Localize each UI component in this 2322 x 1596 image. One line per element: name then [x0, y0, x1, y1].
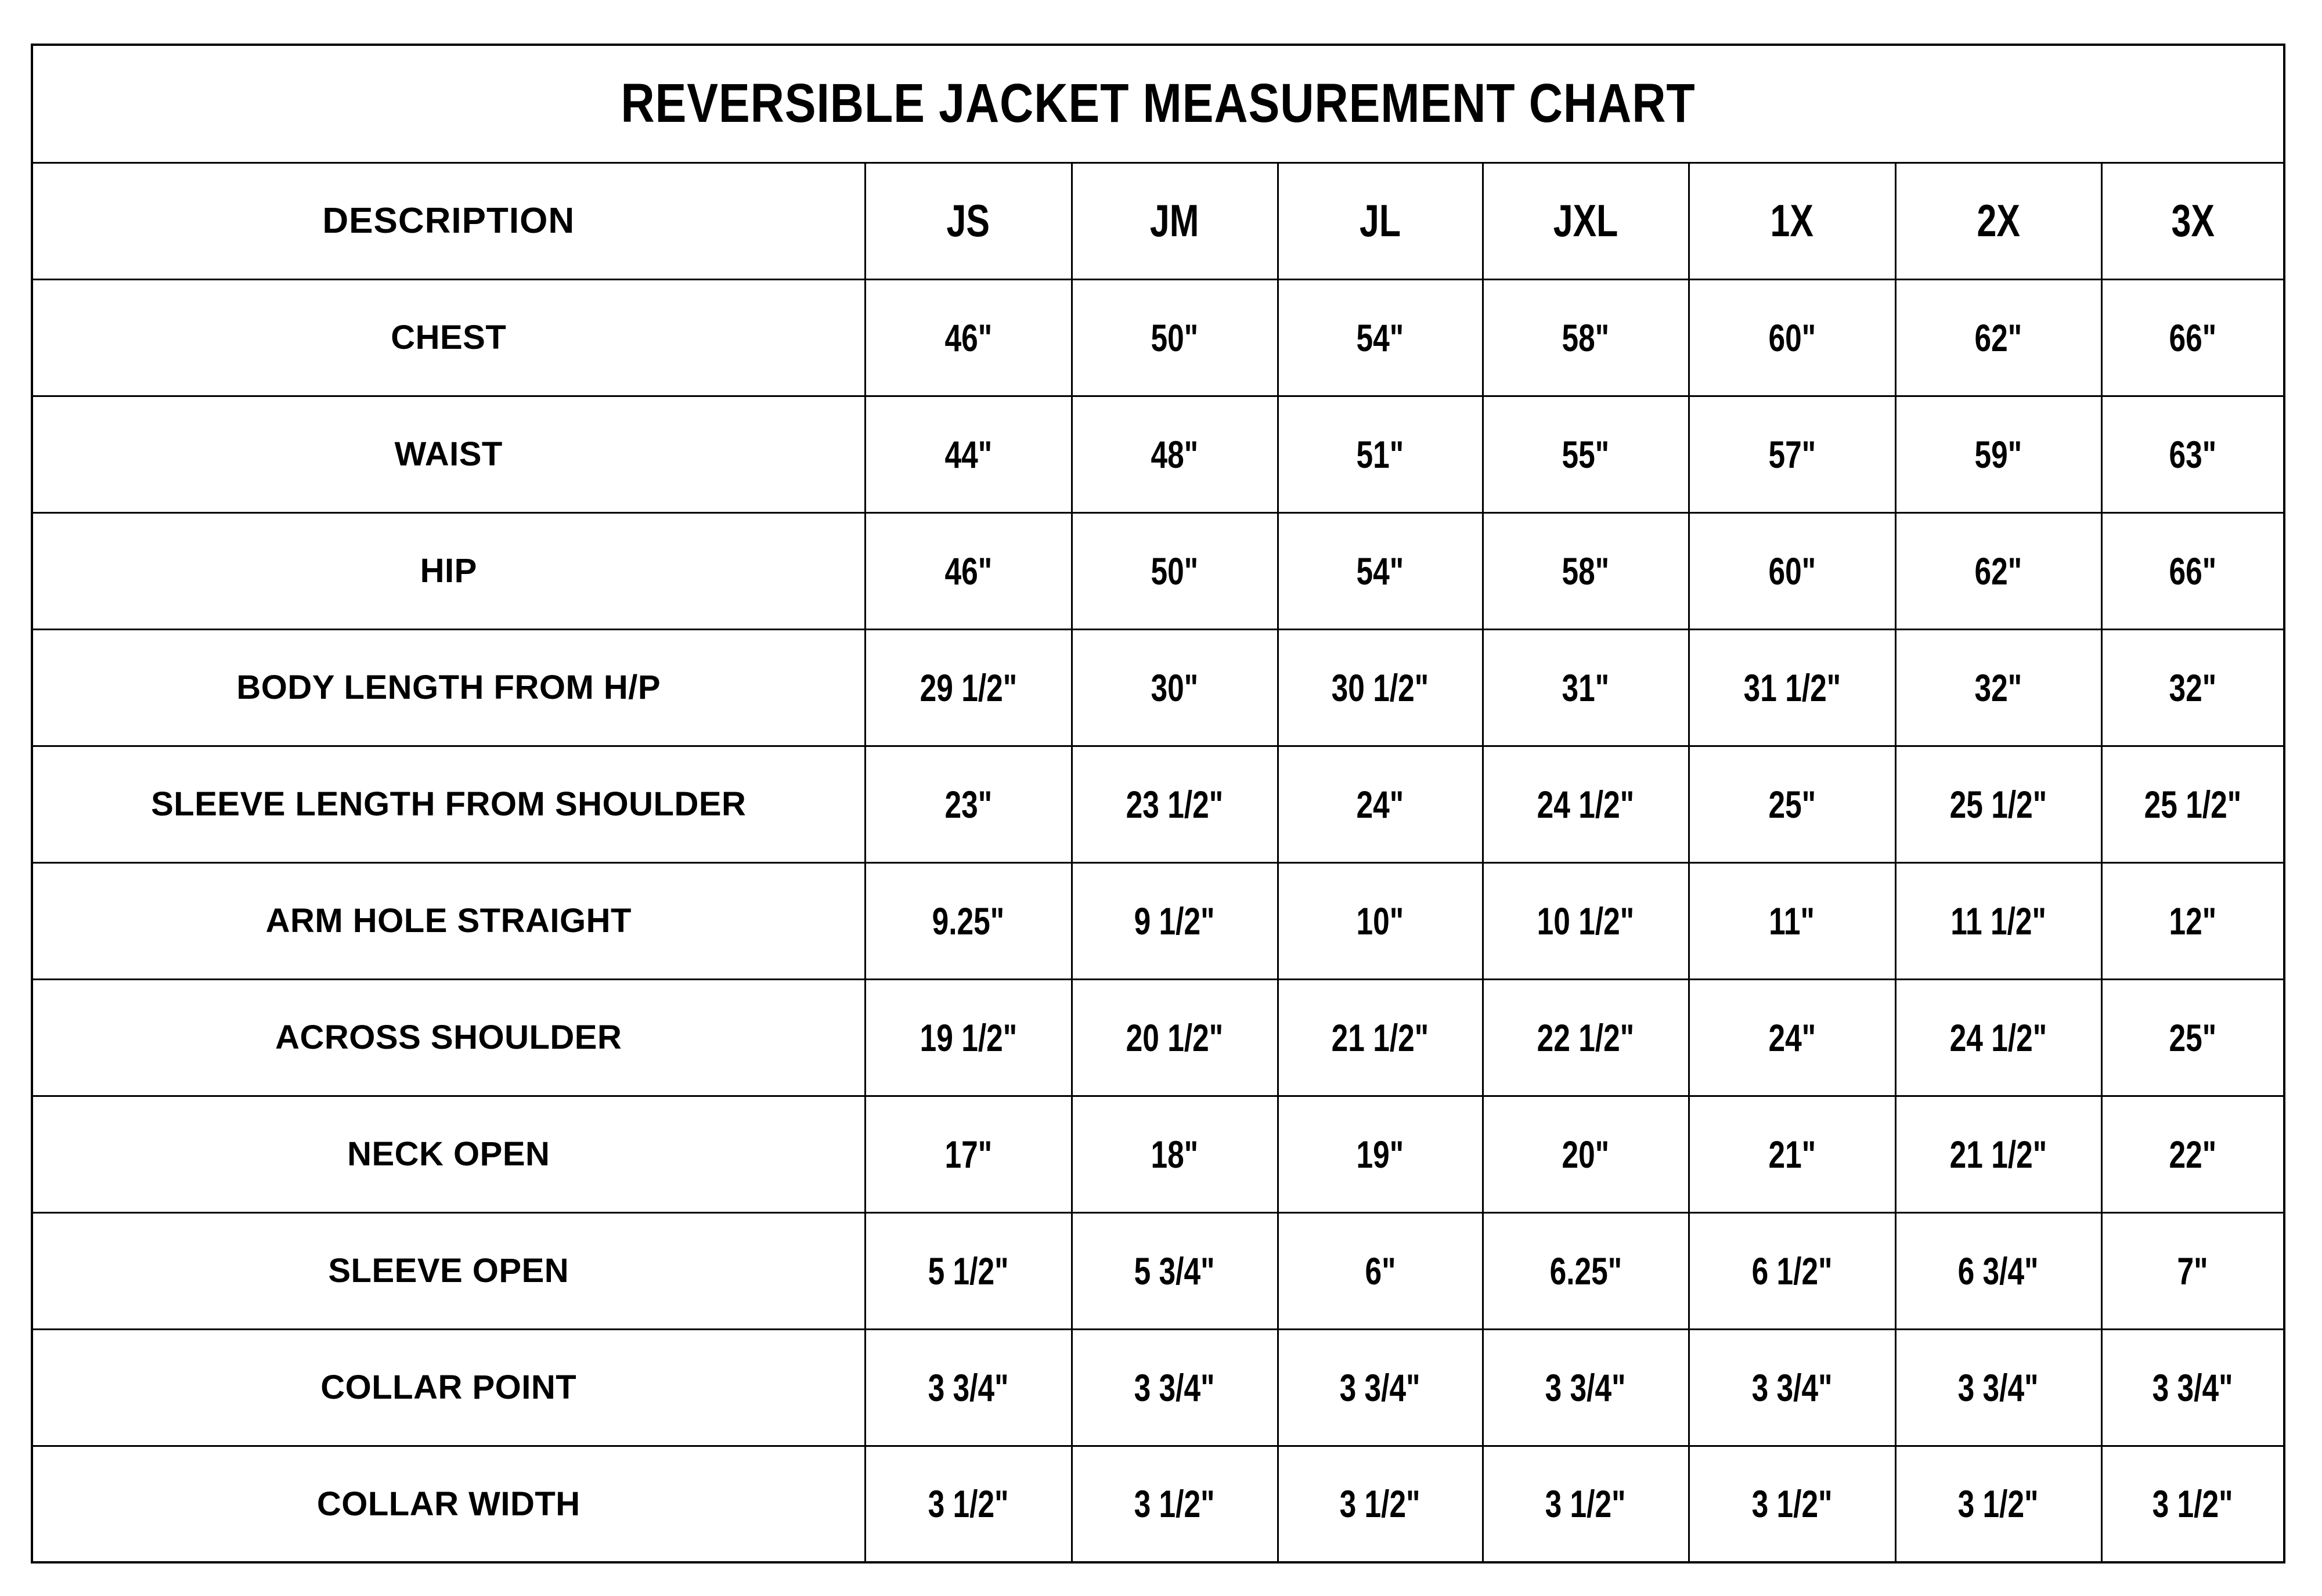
column-header-description [32, 163, 865, 279]
column-header-1x-label: 1X [1770, 195, 1814, 246]
title-row [32, 45, 2284, 163]
measurement-value: 5 3/4" [1134, 1249, 1215, 1292]
column-header-jl [1278, 163, 1483, 279]
measurement-value: 3 1/2" [1134, 1482, 1215, 1526]
measurement-value: 10 1/2" [1537, 899, 1635, 943]
value-cell [1072, 1446, 1278, 1562]
value-cell [1278, 979, 1483, 1096]
table-row-waist [32, 396, 2284, 512]
measurement-value: 23" [944, 782, 992, 826]
table-row-sleeve-length [32, 746, 2284, 862]
measurement-value: 3 3/4" [1340, 1366, 1420, 1409]
measurement-value: 62" [1974, 316, 2022, 359]
measurement-value: 6.25" [1549, 1249, 1622, 1292]
measurement-value: 48" [1151, 432, 1199, 476]
measurement-value: 5 1/2" [928, 1249, 1009, 1292]
value-cell [1278, 1096, 1483, 1212]
measurement-value: 11 1/2" [1950, 899, 2046, 943]
row-label: HIP [420, 552, 477, 590]
column-header-js-label: JS [946, 195, 990, 246]
value-cell [1895, 396, 2101, 512]
value-cell [1483, 979, 1689, 1096]
measurement-value: 22" [2169, 1132, 2217, 1176]
value-cell [2101, 746, 2284, 862]
value-cell [1072, 1329, 1278, 1446]
measurement-value: 31" [1562, 666, 1610, 709]
value-cell [1483, 1212, 1689, 1329]
measurement-value: 6 3/4" [1958, 1249, 2039, 1292]
measurement-value: 9.25" [932, 899, 1005, 943]
table-row-across-shoulder [32, 979, 2284, 1096]
column-header-3x-label: 3X [2171, 195, 2215, 246]
measurement-value: 59" [1974, 432, 2022, 476]
value-cell [1895, 979, 2101, 1096]
value-cell [1278, 629, 1483, 746]
measurement-value: 10" [1356, 899, 1404, 943]
measurement-value: 6 1/2" [1751, 1249, 1833, 1292]
value-cell [1483, 1096, 1689, 1212]
value-cell [865, 512, 1072, 629]
column-header-jl-label: JL [1359, 195, 1401, 246]
table-row-hip [32, 512, 2284, 629]
value-cell [1895, 1212, 2101, 1329]
value-cell [865, 1212, 1072, 1329]
chart-title: REVERSIBLE JACKET MEASUREMENT CHART [621, 73, 1696, 135]
column-header-1x [1689, 163, 1895, 279]
value-cell [1278, 396, 1483, 512]
row-label-cell [32, 1096, 865, 1212]
value-cell [2101, 396, 2284, 512]
value-cell [2101, 1446, 2284, 1562]
measurement-value: 3 1/2" [928, 1482, 1009, 1526]
value-cell [1483, 396, 1689, 512]
value-cell [1483, 279, 1689, 396]
value-cell [2101, 1212, 2284, 1329]
measurement-value: 17" [944, 1132, 992, 1176]
row-label: SLEEVE OPEN [328, 1252, 569, 1290]
value-cell [1689, 1329, 1895, 1446]
measurement-value: 58" [1562, 316, 1610, 359]
value-cell [1278, 746, 1483, 862]
measurement-value: 18" [1151, 1132, 1199, 1176]
value-cell [1689, 1096, 1895, 1212]
row-label: CHEST [391, 319, 507, 356]
measurement-value: 32" [1974, 666, 2022, 709]
row-label: COLLAR POINT [320, 1368, 577, 1406]
measurement-value: 3 3/4" [928, 1366, 1009, 1409]
row-label-cell [32, 746, 865, 862]
value-cell [2101, 1096, 2284, 1212]
row-label: WAIST [394, 435, 503, 473]
row-label: COLLAR WIDTH [316, 1485, 580, 1523]
measurement-value: 24" [1768, 1016, 1816, 1059]
value-cell [1483, 1446, 1689, 1562]
row-label-cell [32, 396, 865, 512]
value-cell [1483, 629, 1689, 746]
row-label-cell [32, 1446, 865, 1562]
value-cell [1072, 629, 1278, 746]
value-cell [1278, 1329, 1483, 1446]
measurement-value: 3 1/2" [1340, 1482, 1420, 1526]
row-label-cell [32, 512, 865, 629]
measurement-value: 3 3/4" [1958, 1366, 2039, 1409]
value-cell [865, 746, 1072, 862]
table-row-neck-open [32, 1096, 2284, 1212]
value-cell [1483, 862, 1689, 979]
measurement-value: 50" [1151, 549, 1199, 593]
measurement-value: 19" [1356, 1132, 1404, 1176]
value-cell [1483, 1329, 1689, 1446]
value-cell [865, 396, 1072, 512]
value-cell [2101, 979, 2284, 1096]
measurement-value: 60" [1768, 549, 1816, 593]
value-cell [1278, 1446, 1483, 1562]
measurement-value: 24 1/2" [1949, 1016, 2047, 1059]
measurement-value: 3 1/2" [1958, 1482, 2039, 1526]
column-header-3x [2101, 163, 2284, 279]
measurement-value: 19 1/2" [920, 1016, 1017, 1059]
measurement-value: 22 1/2" [1537, 1016, 1635, 1059]
measurement-value: 25 1/2" [2144, 782, 2242, 826]
measurement-value: 31 1/2" [1743, 666, 1841, 709]
table-row-chest [32, 279, 2284, 396]
measurement-value: 62" [1974, 549, 2022, 593]
value-cell [1689, 629, 1895, 746]
measurement-value: 29 1/2" [920, 666, 1017, 709]
measurement-value: 9 1/2" [1134, 899, 1215, 943]
value-cell [1895, 1096, 2101, 1212]
measurement-value: 11" [1769, 899, 1815, 943]
value-cell [1278, 862, 1483, 979]
measurement-value: 46" [944, 316, 992, 359]
table-row-sleeve-open [32, 1212, 2284, 1329]
measurement-value: 55" [1562, 432, 1610, 476]
header-row [32, 163, 2284, 279]
row-label: NECK OPEN [347, 1135, 550, 1173]
measurement-value: 21 1/2" [1331, 1016, 1429, 1059]
measurement-value: 24" [1356, 782, 1404, 826]
value-cell [1689, 279, 1895, 396]
column-header-2x-label: 2X [1977, 195, 2020, 246]
row-label-cell [32, 629, 865, 746]
measurement-value: 12" [2169, 899, 2217, 943]
row-label-cell [32, 1212, 865, 1329]
measurement-value: 32" [2169, 666, 2217, 709]
row-label: SLEEVE LENGTH FROM SHOULDER [151, 785, 747, 823]
value-cell [865, 629, 1072, 746]
value-cell [2101, 279, 2284, 396]
value-cell [1895, 1446, 2101, 1562]
value-cell [1895, 279, 2101, 396]
value-cell [1689, 1446, 1895, 1562]
measurement-value: 20" [1562, 1132, 1610, 1176]
row-label-cell [32, 979, 865, 1096]
measurement-value: 20 1/2" [1126, 1016, 1224, 1059]
measurement-value: 54" [1356, 549, 1404, 593]
value-cell [1072, 862, 1278, 979]
table-row-body-length [32, 629, 2284, 746]
value-cell [1895, 862, 2101, 979]
row-label: ARM HOLE STRAIGHT [265, 902, 632, 940]
column-header-description-label: DESCRIPTION [322, 201, 575, 241]
measurement-value: 23 1/2" [1126, 782, 1224, 826]
measurement-value: 25" [1768, 782, 1816, 826]
measurement-value: 30 1/2" [1331, 666, 1429, 709]
value-cell [865, 1329, 1072, 1446]
value-cell [1689, 1212, 1895, 1329]
row-label: ACROSS SHOULDER [275, 1019, 622, 1056]
value-cell [2101, 862, 2284, 979]
measurement-value: 3 3/4" [2152, 1366, 2233, 1409]
measurement-value: 21 1/2" [1949, 1132, 2047, 1176]
value-cell [1895, 629, 2101, 746]
measurement-value: 44" [944, 432, 992, 476]
value-cell [1895, 746, 2101, 862]
measurement-value: 25" [2169, 1016, 2217, 1059]
column-header-jxl [1483, 163, 1689, 279]
value-cell [1072, 396, 1278, 512]
measurement-value: 58" [1562, 549, 1610, 593]
table-row-arm-hole [32, 862, 2284, 979]
value-cell [1895, 1329, 2101, 1446]
measurement-value: 50" [1151, 316, 1199, 359]
value-cell [1483, 746, 1689, 862]
value-cell [1689, 396, 1895, 512]
measurement-value: 3 3/4" [1545, 1366, 1626, 1409]
value-cell [2101, 629, 2284, 746]
value-cell [1072, 1096, 1278, 1212]
measurement-value: 3 1/2" [1545, 1482, 1626, 1526]
measurement-value: 51" [1356, 432, 1404, 476]
value-cell [1483, 512, 1689, 629]
measurement-value: 21" [1768, 1132, 1816, 1176]
row-label-cell [32, 279, 865, 396]
measurement-value: 30" [1151, 666, 1199, 709]
measurement-value: 3 1/2" [2152, 1482, 2233, 1526]
measurement-value: 24 1/2" [1537, 782, 1635, 826]
measurement-table [31, 44, 2285, 1563]
measurement-value: 63" [2169, 432, 2217, 476]
table-row-collar-point [32, 1329, 2284, 1446]
row-label: BODY LENGTH FROM H/P [236, 669, 661, 706]
measurement-value: 57" [1768, 432, 1816, 476]
measurement-value: 54" [1356, 316, 1404, 359]
column-header-jm [1072, 163, 1278, 279]
value-cell [1689, 512, 1895, 629]
value-cell [1072, 1212, 1278, 1329]
column-header-js [865, 163, 1072, 279]
value-cell [1689, 862, 1895, 979]
measurement-value: 7" [2177, 1249, 2208, 1292]
measurement-value: 6" [1364, 1249, 1396, 1292]
value-cell [1689, 979, 1895, 1096]
measurement-value: 66" [2169, 316, 2217, 359]
value-cell [865, 1096, 1072, 1212]
column-header-jxl-label: JXL [1553, 195, 1618, 246]
column-header-jm-label: JM [1150, 195, 1199, 246]
value-cell [865, 1446, 1072, 1562]
measurement-value: 25 1/2" [1949, 782, 2047, 826]
value-cell [865, 862, 1072, 979]
value-cell [1072, 512, 1278, 629]
value-cell [1689, 746, 1895, 862]
row-label-cell [32, 1329, 865, 1446]
value-cell [2101, 1329, 2284, 1446]
value-cell [1278, 279, 1483, 396]
table-row-collar-width [32, 1446, 2284, 1562]
measurement-value: 3 1/2" [1751, 1482, 1833, 1526]
column-header-2x [1895, 163, 2101, 279]
value-cell [1072, 279, 1278, 396]
value-cell [1278, 1212, 1483, 1329]
title-cell [32, 45, 2284, 163]
measurement-value: 66" [2169, 549, 2217, 593]
value-cell [2101, 512, 2284, 629]
value-cell [1072, 979, 1278, 1096]
measurement-value: 46" [944, 549, 992, 593]
measurement-value: 3 3/4" [1751, 1366, 1833, 1409]
value-cell [1072, 746, 1278, 862]
value-cell [865, 279, 1072, 396]
measurement-value: 3 3/4" [1134, 1366, 1215, 1409]
value-cell [1895, 512, 2101, 629]
measurement-value: 60" [1768, 316, 1816, 359]
value-cell [1278, 512, 1483, 629]
value-cell [865, 979, 1072, 1096]
row-label-cell [32, 862, 865, 979]
